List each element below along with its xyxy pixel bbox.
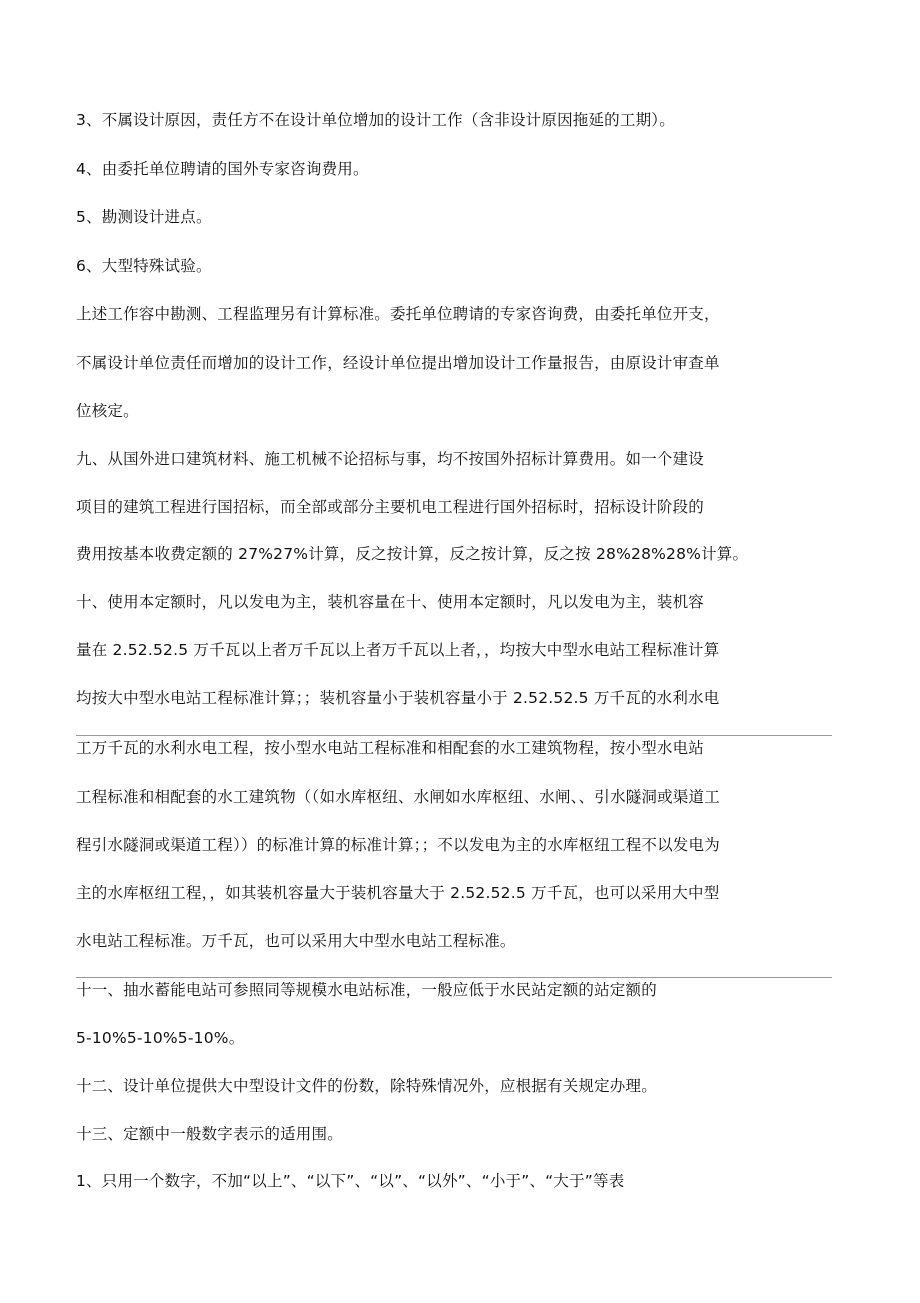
text-line: 位核定。 bbox=[76, 402, 139, 420]
text-line: 不属设计单位责任而增加的设计工作，经设计单位提出增加设计工作量报告，由原设计审查单 bbox=[76, 354, 720, 372]
text-line: 程引水隧洞或渠道工程））的标准计算的标准计算；；不以发电为主的水库枢纽工程不以发电为 bbox=[76, 836, 720, 854]
text-line: 工万千瓦的水利水电工程，按小型水电站工程标准和相配套的水工建筑物程，按小型水电站 bbox=[76, 739, 705, 757]
text-line: 十二、设计单位提供大中型设计文件的份数，除特殊情况外，应根据有关规定办理。 bbox=[76, 1077, 657, 1095]
text-line: 3、不属设计原因，责任方不在设计单位增加的设计工作（含非设计原因拖延的工期）。 bbox=[76, 111, 675, 129]
text-line: 费用按基本收费定额的 27%27%计算，反之按计算，反之按计算，反之按 28%28%28%计算。 bbox=[76, 545, 749, 563]
text-line: 5-10%5-10%5-10%。 bbox=[76, 1029, 245, 1047]
text-line: 均按大中型水电站工程标准计算；；装机容量小于装机容量小于 2.52.52.5 万千瓦的水利水电 bbox=[76, 689, 720, 707]
section-divider bbox=[76, 735, 832, 736]
text-line: 十三、定额中一般数字表示的适用围。 bbox=[76, 1125, 343, 1143]
text-line: 5、勘测设计进点。 bbox=[76, 208, 212, 226]
text-line: 十、使用本定额时，凡以发电为主，装机容量在十、使用本定额时，凡以发电为主，装机容 bbox=[76, 593, 705, 611]
text-line: 项目的建筑工程进行国招标，而全部或部分主要机电工程进行国外招标时，招标设计阶段的 bbox=[76, 498, 705, 516]
text-line: 主的水库枢纽工程，，如其装机容量大于装机容量大于 2.52.52.5 万千瓦，也可以采用大中型 bbox=[76, 884, 720, 902]
section-divider bbox=[76, 977, 832, 978]
text-line: 1、只用一个数字，不加“以上”、“以下”、“以”、“以外”、“小于”、“大于”等表 bbox=[76, 1172, 625, 1190]
text-line: 上述工作容中勘测、工程监理另有计算标准。委托单位聘请的专家咨询费，由委托单位开支， bbox=[76, 305, 720, 323]
text-line: 十一、抽水蓄能电站可参照同等规模水电站标准，一般应低于水民站定额的站定额的 bbox=[76, 981, 657, 999]
text-line: 工程标准和相配套的水工建筑物（（如水库枢纽、水闸如水库枢纽、水闸、、引水隧洞或渠道工 bbox=[76, 788, 720, 806]
text-line: 量在 2.52.52.5 万千瓦以上者万千瓦以上者万千瓦以上者，，均按大中型水电站工程标准计算 bbox=[76, 641, 720, 659]
text-line: 水电站工程标准。万千瓦，也可以采用大中型水电站工程标准。 bbox=[76, 932, 516, 950]
text-line: 九、从国外进口建筑材料、施工机械不论招标与事，均不按国外招标计算费用。如一个建设 bbox=[76, 450, 705, 468]
text-line: 6、大型特殊试验。 bbox=[76, 257, 212, 275]
text-line: 4、由委托单位聘请的国外专家咨询费用。 bbox=[76, 160, 369, 178]
